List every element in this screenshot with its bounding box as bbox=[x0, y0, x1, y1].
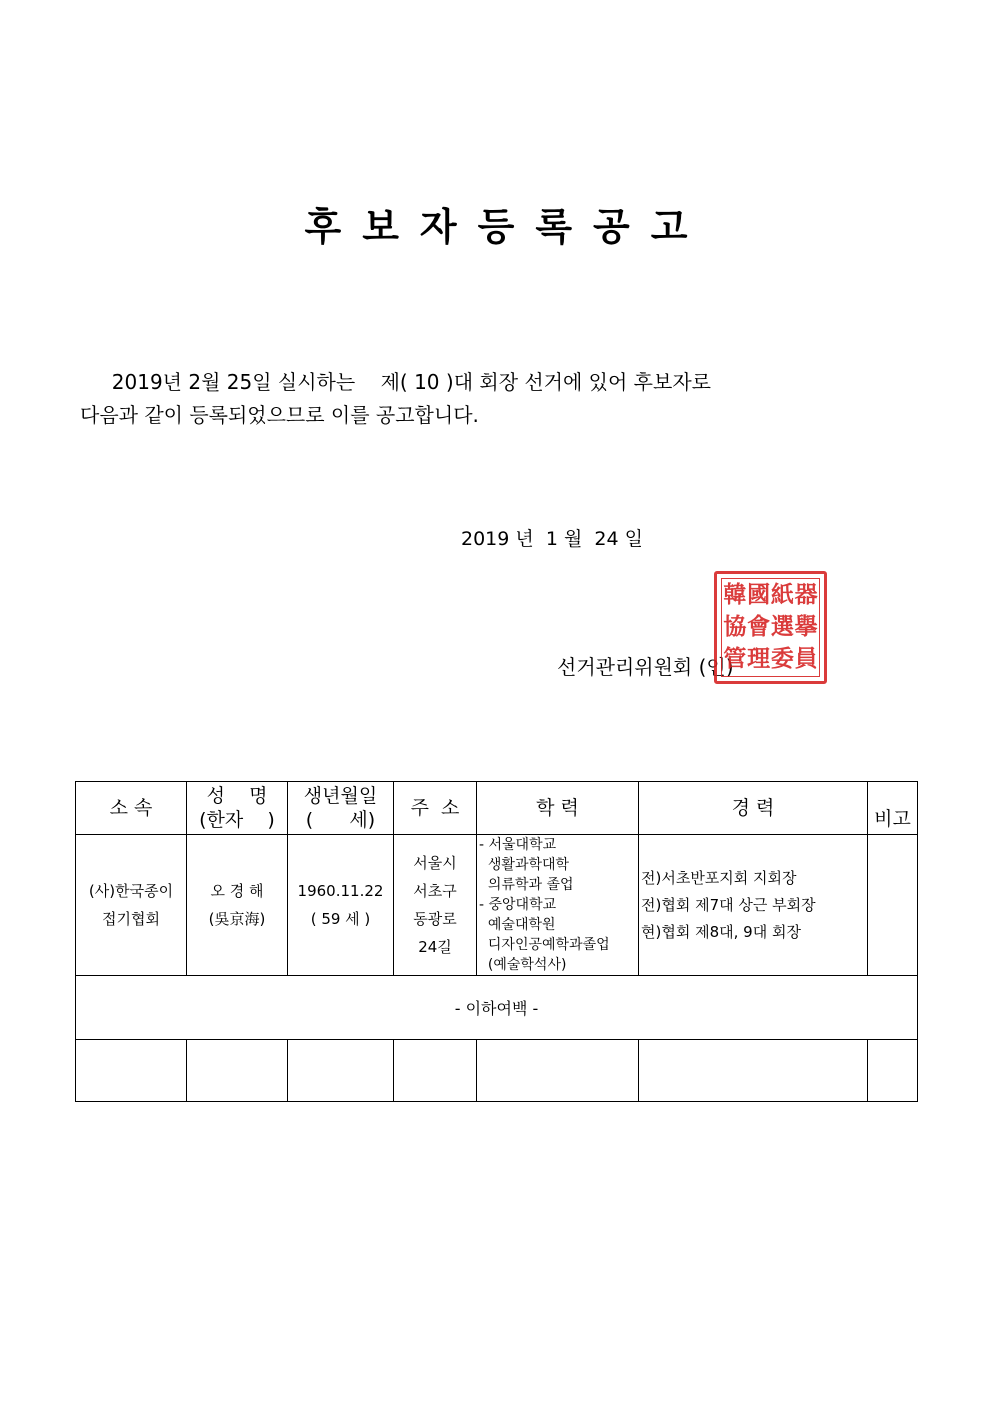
header-birth-age: ( 세) bbox=[305, 809, 376, 831]
candidate-table bbox=[75, 781, 918, 1102]
announcement-line-1: 2019년 2월 25일 실시하는 제( 10 )대 회장 선거에 있어 후보자로 bbox=[80, 370, 711, 394]
education-line: - 중앙대학교 bbox=[479, 897, 557, 913]
empty-cell bbox=[76, 1040, 187, 1102]
header-birth-label: 생년월일 bbox=[303, 785, 378, 807]
seal-glyph: 會 bbox=[747, 613, 771, 640]
header-career: 경 력 bbox=[639, 782, 868, 835]
header-birth bbox=[288, 782, 394, 835]
header-affiliation: 소 속 bbox=[76, 782, 187, 835]
empty-cell bbox=[288, 1040, 394, 1102]
education-line: 디자인공예학과졸업 bbox=[479, 937, 610, 953]
header-name-label: 성 명 bbox=[206, 785, 268, 807]
empty-cell bbox=[868, 1040, 918, 1102]
empty-row bbox=[76, 1040, 918, 1102]
cell-birth bbox=[288, 835, 394, 976]
header-name-hanja: (한자 ) bbox=[199, 809, 275, 831]
seal-glyph: 擧 bbox=[794, 613, 818, 640]
cell-career bbox=[639, 835, 868, 976]
table-header-row bbox=[76, 782, 918, 835]
official-seal-stamp bbox=[714, 571, 827, 684]
affiliation-line: 접기협회 bbox=[102, 910, 160, 928]
candidate-name: 오 경 해 bbox=[210, 882, 264, 900]
blank-note: - 이하여백 - bbox=[76, 976, 918, 1040]
address-line: 서초구 bbox=[413, 882, 457, 900]
address-line: 서울시 bbox=[413, 854, 457, 872]
seal-glyph: 選 bbox=[770, 613, 794, 640]
seal-glyph: 韓 bbox=[723, 582, 747, 609]
table-row bbox=[76, 835, 918, 976]
seal-glyph: 紙 bbox=[770, 582, 794, 609]
header-remarks: 비고 bbox=[868, 782, 918, 835]
empty-cell bbox=[394, 1040, 477, 1102]
education-line: (예술학석사) bbox=[479, 957, 567, 973]
cell-address bbox=[394, 835, 477, 976]
header-address: 주 소 bbox=[394, 782, 477, 835]
seal-glyph: 管 bbox=[723, 645, 747, 672]
address-line: 24길 bbox=[418, 938, 452, 956]
announcement-body bbox=[80, 366, 840, 432]
seal-glyph: 員 bbox=[794, 645, 818, 672]
seal-glyph: 協 bbox=[723, 613, 747, 640]
education-line: 예술대학원 bbox=[479, 917, 556, 933]
seal-glyphs bbox=[723, 580, 818, 675]
empty-cell bbox=[187, 1040, 288, 1102]
header-name bbox=[187, 782, 288, 835]
candidate-age: ( 59 세 ) bbox=[310, 910, 371, 928]
education-line: 의류학과 졸업 bbox=[479, 877, 574, 893]
seal-glyph: 國 bbox=[747, 582, 771, 609]
cell-remarks bbox=[868, 835, 918, 976]
career-line: 전)협회 제7대 상근 부회장 bbox=[641, 895, 816, 914]
seal-glyph: 理 bbox=[747, 645, 771, 672]
education-line: - 서울대학교 bbox=[479, 837, 557, 853]
empty-cell bbox=[639, 1040, 868, 1102]
committee-signature: 선거관리위원회 (인) bbox=[557, 655, 734, 679]
affiliation-line: (사)한국종이 bbox=[88, 882, 174, 900]
birth-date: 1960.11.22 bbox=[297, 882, 384, 900]
address-line: 동광로 bbox=[413, 910, 457, 928]
candidate-name-hanja: (吳京海) bbox=[208, 910, 266, 928]
announcement-date: 2019 년 1 월 24 일 bbox=[461, 528, 643, 550]
empty-cell bbox=[477, 1040, 639, 1102]
page-title: 후보자등록공고 bbox=[304, 205, 709, 249]
career-line: 전)서초반포지회 지회장 bbox=[641, 868, 797, 887]
seal-glyph: 委 bbox=[770, 645, 794, 672]
cell-education bbox=[477, 835, 639, 976]
seal-glyph: 器 bbox=[794, 582, 818, 609]
education-line: 생활과학대학 bbox=[479, 857, 570, 873]
cell-affiliation bbox=[76, 835, 187, 976]
cell-name bbox=[187, 835, 288, 976]
announcement-line-2: 다음과 같이 등록되었으므로 이를 공고합니다. bbox=[80, 403, 479, 427]
career-line: 현)협회 제8대, 9대 회장 bbox=[641, 922, 801, 941]
blank-note-row bbox=[76, 976, 918, 1040]
header-education: 학 력 bbox=[477, 782, 639, 835]
